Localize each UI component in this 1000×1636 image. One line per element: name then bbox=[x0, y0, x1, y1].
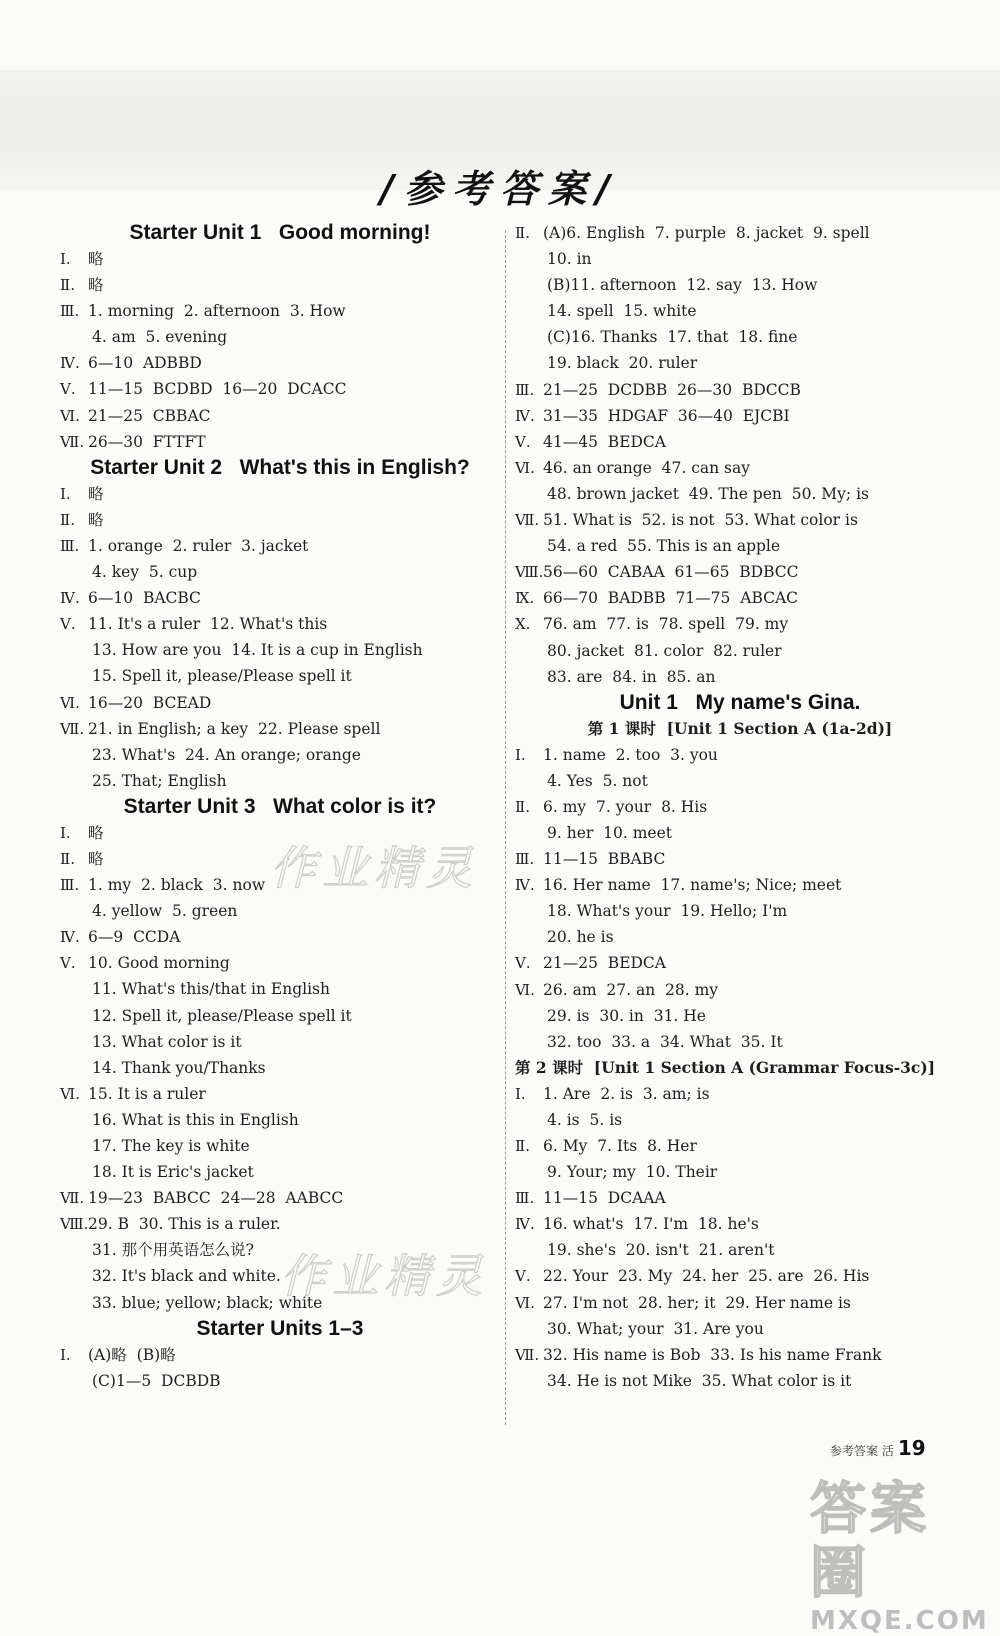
answer-continuation: 14. spell 15. white bbox=[547, 302, 697, 321]
question-number: Ⅳ. bbox=[60, 928, 80, 947]
answer-line bbox=[60, 376, 500, 402]
site-watermark-stamp bbox=[810, 1477, 989, 1636]
page-number: 19 bbox=[897, 1436, 926, 1460]
answer-text: 略 bbox=[88, 823, 104, 842]
question-number: Ⅰ. bbox=[60, 1345, 71, 1364]
question-number: Ⅵ. bbox=[60, 693, 80, 712]
answer-line bbox=[515, 846, 965, 872]
answer-text: 略 bbox=[88, 484, 104, 503]
answer-text: 6. My 7. Its 8. Her bbox=[543, 1137, 697, 1155]
answer-line bbox=[60, 1081, 500, 1107]
question-number: Ⅳ. bbox=[60, 589, 80, 608]
answer-text: 16. what's 17. I'm 18. he's bbox=[543, 1215, 759, 1234]
answer-line bbox=[60, 1342, 500, 1368]
answer-line bbox=[515, 429, 965, 455]
answer-text: 66—70 BADBB 71—75 ABCAC bbox=[543, 589, 799, 608]
answer-line bbox=[60, 585, 500, 611]
answer-continuation: 54. a red 55. This is an apple bbox=[547, 537, 781, 556]
question-number: Ⅵ. bbox=[515, 980, 535, 999]
answer-text: 31—35 HDGAF 36—40 EJCBI bbox=[543, 406, 790, 425]
question-number: Ⅱ. bbox=[60, 510, 75, 529]
answer-text: 1. orange 2. ruler 3. jacket bbox=[88, 536, 309, 555]
answer-continuation: 4. yellow 5. green bbox=[92, 902, 238, 921]
answer-line bbox=[60, 1211, 500, 1237]
question-number: Ⅱ. bbox=[515, 1137, 530, 1155]
answer-line bbox=[60, 533, 500, 559]
answer-line bbox=[515, 1263, 965, 1289]
answer-text: 略 bbox=[88, 250, 104, 268]
answer-text: 6—10 BACBC bbox=[88, 589, 201, 608]
answer-continuation: 15. Spell it, please/Please spell it bbox=[92, 667, 352, 686]
answer-continuation: 19. black 20. ruler bbox=[547, 354, 698, 373]
answer-text: 32. His name is Bob 33. Is his name Frank bbox=[543, 1345, 882, 1364]
answer-text: 11. It's a ruler 12. What's this bbox=[88, 615, 328, 634]
right-column bbox=[515, 220, 965, 1394]
answer-text: 11—15 BBABC bbox=[543, 850, 666, 869]
section-heading: Starter Unit 2 What's this in English? bbox=[90, 455, 470, 479]
question-number: Ⅶ. bbox=[60, 1189, 85, 1208]
answer-line bbox=[515, 585, 965, 611]
section-heading: Starter Unit 1 Good morning! bbox=[129, 221, 431, 244]
answer-line bbox=[60, 507, 500, 533]
answer-continuation: 4. is 5. is bbox=[547, 1110, 623, 1129]
answer-text: 76. am 77. is 78. spell 79. my bbox=[543, 615, 789, 634]
answer-text: 6—10 ADBBD bbox=[88, 354, 202, 373]
answer-continuation: 4. Yes 5. not bbox=[547, 771, 648, 790]
answer-line bbox=[60, 429, 500, 455]
answer-text: 27. I'm not 28. her; it 29. Her name is bbox=[543, 1293, 851, 1312]
question-number: Ⅲ. bbox=[60, 536, 80, 555]
question-number: Ⅵ. bbox=[515, 458, 535, 477]
answer-continuation: 13. How are you 14. It is a cup in English bbox=[92, 641, 423, 660]
answer-line bbox=[515, 1081, 965, 1107]
answer-text: 1. Are 2. is 3. am; is bbox=[543, 1084, 710, 1103]
answer-continuation: 30. What; your 31. Are you bbox=[547, 1319, 764, 1338]
answer-text: 56—60 CABAA 61—65 BDBCC bbox=[543, 563, 799, 582]
answer-text: 6—9 CCDA bbox=[88, 928, 181, 947]
answer-line bbox=[515, 1342, 965, 1368]
answer-line bbox=[515, 872, 965, 898]
answer-continuation: 16. What is this in English bbox=[92, 1110, 299, 1129]
lesson-heading: 第 1 课时 [Unit 1 Section A (1a-2d)] bbox=[587, 718, 893, 738]
answer-continuation: (B)11. afternoon 12. say 13. How bbox=[547, 276, 818, 295]
answer-text: 11—15 BCDBD 16—20 DCACC bbox=[88, 380, 347, 399]
question-number: Ⅰ. bbox=[60, 823, 71, 842]
question-number: Ⅵ. bbox=[60, 1084, 80, 1103]
answer-continuation: 25. That; English bbox=[92, 771, 227, 790]
answer-continuation: 17. The key is white bbox=[92, 1137, 250, 1155]
answer-text: 10. Good morning bbox=[88, 954, 230, 973]
answer-line bbox=[60, 481, 500, 507]
answer-text: 21—25 CBBAC bbox=[88, 406, 211, 425]
question-number: Ⅳ. bbox=[515, 1215, 535, 1234]
answer-continuation: 29. is 30. in 31. He bbox=[547, 1006, 706, 1025]
answer-text: 略 bbox=[88, 276, 104, 295]
answer-continuation: 32. It's black and white. bbox=[92, 1267, 281, 1286]
answer-text: 1. my 2. black 3. now bbox=[88, 876, 266, 895]
question-number: Ⅶ. bbox=[515, 511, 540, 530]
answer-continuation: 18. It is Eric's jacket bbox=[92, 1163, 254, 1182]
answer-text: 15. It is a ruler bbox=[88, 1084, 206, 1103]
answer-continuation: 48. brown jacket 49. The pen 50. My; is bbox=[547, 484, 869, 503]
answer-text: 26—30 FTTFT bbox=[88, 432, 206, 451]
section-heading: Unit 1 My name's Gina. bbox=[619, 690, 861, 714]
answer-text: 6. my 7. your 8. His bbox=[543, 797, 708, 816]
answer-continuation: 9. her 10. meet bbox=[547, 823, 672, 842]
answer-text: 1. morning 2. afternoon 3. How bbox=[88, 302, 346, 321]
question-number: Ⅰ. bbox=[515, 1084, 526, 1103]
question-number: Ⅴ. bbox=[60, 954, 76, 973]
answer-continuation: 14. Thank you/Thanks bbox=[92, 1058, 266, 1077]
stamp-url-text: MXQE.COM bbox=[810, 1606, 989, 1636]
watermark-text: 作业精灵 bbox=[280, 1249, 488, 1303]
question-number: Ⅲ. bbox=[515, 1189, 535, 1208]
answer-continuation: 11. What's this/that in English bbox=[92, 980, 330, 999]
answer-line bbox=[60, 716, 500, 742]
question-number: Ⅴ. bbox=[60, 615, 76, 634]
question-number: Ⅶ. bbox=[60, 432, 85, 451]
answer-line bbox=[60, 246, 500, 272]
answer-continuation: 4. key 5. cup bbox=[92, 563, 198, 582]
answer-text: (A)6. English 7. purple 8. jacket 9. spell bbox=[543, 224, 870, 242]
answer-line bbox=[515, 794, 965, 820]
answer-text: 29. B 30. This is a ruler. bbox=[88, 1215, 281, 1234]
question-number: Ⅰ. bbox=[60, 484, 71, 503]
question-number: Ⅲ. bbox=[60, 302, 80, 321]
question-number: Ⅸ. bbox=[515, 589, 535, 608]
question-number: Ⅱ. bbox=[60, 276, 75, 295]
answer-text: 11—15 DCAAA bbox=[543, 1189, 666, 1208]
section-heading: Starter Units 1–3 bbox=[196, 1316, 364, 1340]
left-column bbox=[60, 220, 500, 1394]
answer-line bbox=[515, 1185, 965, 1211]
question-number: Ⅷ. bbox=[60, 1215, 89, 1234]
question-number: Ⅳ. bbox=[515, 406, 535, 425]
answer-text: 51. What is 52. is not 53. What color is bbox=[543, 511, 858, 530]
page-title: /参考答案/ bbox=[380, 167, 620, 211]
question-number: Ⅱ. bbox=[515, 224, 530, 242]
answer-line bbox=[515, 611, 965, 637]
answer-continuation: 10. in bbox=[547, 250, 592, 269]
question-number: Ⅰ. bbox=[515, 745, 526, 764]
answer-continuation: 34. He is not Mike 35. What color is it bbox=[547, 1371, 852, 1390]
footer-label: 参考答案 活 bbox=[830, 1444, 894, 1458]
question-number: Ⅱ. bbox=[515, 797, 530, 816]
question-number: Ⅲ. bbox=[60, 876, 80, 895]
answer-line bbox=[60, 690, 500, 716]
answer-line bbox=[60, 1185, 500, 1211]
answer-text: (A)略 (B)略 bbox=[88, 1345, 176, 1364]
answer-line bbox=[515, 977, 965, 1003]
answer-continuation: 19. she's 20. isn't 21. aren't bbox=[547, 1241, 775, 1260]
answer-text: 46. an orange 47. can say bbox=[543, 458, 751, 477]
question-number: Ⅳ. bbox=[60, 354, 80, 373]
answer-continuation: (C)16. Thanks 17. that 18. fine bbox=[547, 328, 798, 347]
answer-text: 41—45 BEDCA bbox=[543, 432, 666, 451]
answer-text: 16—20 BCEAD bbox=[88, 693, 212, 712]
question-number: Ⅷ. bbox=[515, 563, 544, 582]
answer-continuation: 20. he is bbox=[547, 928, 614, 947]
answer-line bbox=[515, 1133, 965, 1159]
stamp-logo-text: 答案圈 bbox=[810, 1477, 930, 1606]
answer-text: 26. am 27. an 28. my bbox=[543, 980, 719, 999]
watermark-text: 作业精灵 bbox=[270, 841, 478, 895]
question-number: Ⅱ. bbox=[60, 849, 75, 868]
question-number: Ⅵ. bbox=[60, 406, 80, 425]
question-number: Ⅲ. bbox=[515, 850, 535, 869]
answer-continuation: 13. What color is it bbox=[92, 1032, 242, 1051]
answer-line bbox=[60, 350, 500, 376]
answer-line bbox=[515, 950, 965, 976]
answer-line bbox=[515, 455, 965, 481]
answer-line bbox=[60, 403, 500, 429]
answer-text: 21—25 BEDCA bbox=[543, 954, 666, 973]
answer-continuation: 9. Your; my 10. Their bbox=[547, 1163, 718, 1182]
answer-continuation: 33. blue; yellow; black; white bbox=[92, 1293, 323, 1312]
answer-line bbox=[515, 742, 965, 768]
question-number: Ⅶ. bbox=[60, 719, 85, 738]
answer-continuation: 12. Spell it, please/Please spell it bbox=[92, 1006, 352, 1025]
answer-line bbox=[515, 220, 965, 246]
answer-line bbox=[60, 924, 500, 950]
question-number: Ⅴ. bbox=[60, 380, 76, 399]
answer-line bbox=[515, 1290, 965, 1316]
answer-continuation: 32. too 33. a 34. What 35. It bbox=[547, 1032, 783, 1051]
answer-text: 21—25 DCDBB 26—30 BDCCB bbox=[543, 380, 801, 399]
answer-line bbox=[60, 950, 500, 976]
question-number: Ⅴ. bbox=[515, 954, 531, 973]
answer-line bbox=[515, 1211, 965, 1237]
answer-text: 19—23 BABCC 24—28 AABCC bbox=[88, 1189, 344, 1208]
section-heading: Starter Unit 3 What color is it? bbox=[123, 794, 437, 818]
question-number: Ⅴ. bbox=[515, 432, 531, 451]
column-divider bbox=[505, 230, 506, 1425]
answer-continuation: 18. What's your 19. Hello; I'm bbox=[547, 902, 788, 921]
question-number: Ⅳ. bbox=[515, 876, 535, 895]
answer-text: 略 bbox=[88, 510, 104, 529]
lesson-heading: 第 2 课时 [Unit 1 Section A (Grammar Focus-3c)] bbox=[515, 1057, 936, 1077]
answer-line bbox=[60, 298, 500, 324]
question-number: Ⅲ. bbox=[515, 380, 535, 399]
answer-text: 1. name 2. too 3. you bbox=[543, 745, 718, 764]
answer-text: 16. Her name 17. name's; Nice; meet bbox=[543, 876, 842, 895]
answer-continuation: (C)1—5 DCBDB bbox=[92, 1371, 221, 1390]
question-number: Ⅴ. bbox=[515, 1267, 531, 1286]
answer-continuation: 83. are 84. in 85. an bbox=[547, 667, 716, 686]
answer-text: 22. Your 23. My 24. her 25. are 26. His bbox=[543, 1267, 870, 1286]
page-footer bbox=[830, 1436, 926, 1460]
answer-line bbox=[515, 403, 965, 429]
answer-line bbox=[60, 611, 500, 637]
answer-line bbox=[60, 272, 500, 298]
answer-line bbox=[515, 377, 965, 403]
question-number: Ⅶ. bbox=[515, 1345, 540, 1364]
answer-text: 21. in English; a key 22. Please spell bbox=[88, 719, 381, 738]
question-number: Ⅰ. bbox=[60, 250, 71, 268]
answer-continuation: 80. jacket 81. color 82. ruler bbox=[547, 641, 782, 660]
answer-continuation: 23. What's 24. An orange; orange bbox=[92, 745, 361, 764]
answer-continuation: 4. am 5. evening bbox=[92, 328, 228, 347]
question-number: Ⅹ. bbox=[515, 615, 531, 634]
answer-text: 略 bbox=[88, 849, 104, 868]
answer-line bbox=[515, 507, 965, 533]
answer-line bbox=[515, 559, 965, 585]
question-number: Ⅵ. bbox=[515, 1293, 535, 1312]
answer-continuation: 31. 那个用英语怎么说? bbox=[92, 1241, 254, 1260]
